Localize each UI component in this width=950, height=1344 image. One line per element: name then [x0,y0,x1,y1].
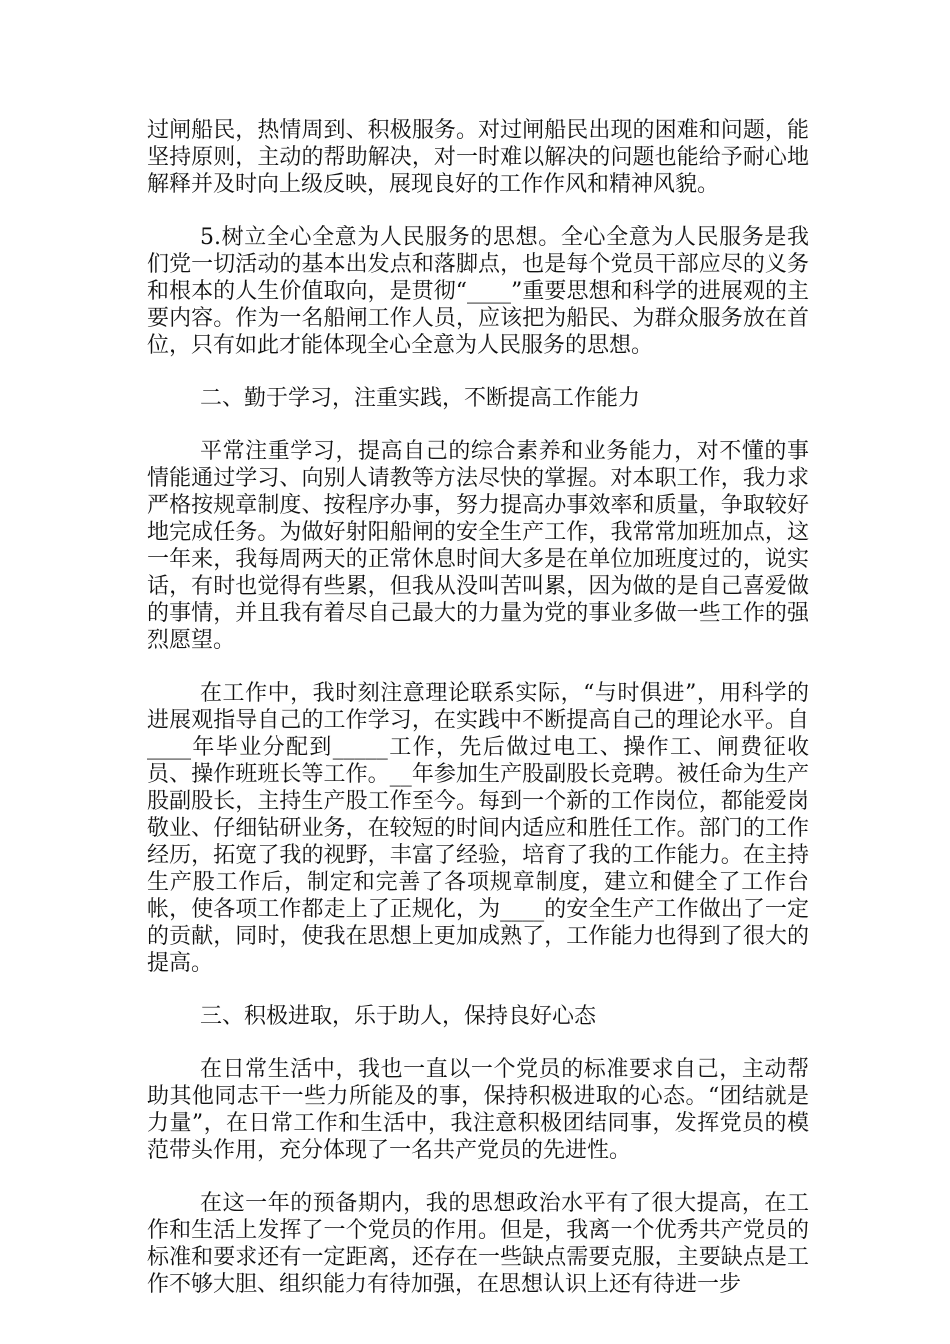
paragraph-serve-people: 5.树立全心全意为人民服务的思想。全心全意为人民服务是我们党一切活动的基本出发点和落脚点，也是每个党员干部应尽的义务和根本的人生价值取向，是贯彻“____”重要思想和科学的进展观的主要内容。作为一名船闸工作人员，应该把为船民、为群众服务放在首位，只有如此才能体现全心全意为人民服务的思想。 [147,225,809,358]
paragraph-study: 平常注重学习，提高自己的综合素养和业务能力，对不懂的事情能通过学习、向别人请教等方法尽快的掌握。对本职工作，我力求严格按规章制度、按程序办事，努力提高办事效率和质量，争取较好地完成任务。为做好射阳船闸的安全生产工作，我常常加班加点，这一年来，我每周两天的正常休息时间大多是在单位加班度过的，说实话，有时也觉得有些累，但我从没叫苦叫累，因为做的是自己喜爱做的事情，并且我有着尽自己最大的力量为党的事业多做一些工作的强烈愿望。 [147,439,809,653]
paragraph-daily-life: 在日常生活中，我也一直以一个党员的标准要求自己，主动帮助其他同志干一些力所能及的事，保持积极进取的心态。“团结就是力量”，在日常工作和生活中，我注意积极团结同事，发挥党员的模范带头作用，充分体现了一名共产党员的先进性。 [147,1057,809,1163]
paragraph-continuation: 过闸船民，热情周到、积极服务。对过闸船民出现的困难和问题，能坚持原则，主动的帮助解决，对一时难以解决的问题也能给予耐心地解释并及时向上级反映，展现良好的工作作风和精神风貌。 [147,118,809,197]
section-heading-2: 二、勤于学习，注重实践，不断提高工作能力 [200,386,641,411]
document-body [147,117,809,1324]
paragraph-practice: 在工作中，我时刻注意理论联系实际，“与时俱进”，用科学的进展观指导自己的工作学习，在实践中不断提高自己的理论水平。自____年毕业分配到_____工作，先后做过电工、操作工、闸费征收员、操作班班长等工作。__年参加生产股副股长竞聘。被任命为生产股副股长，主持生产股工作至今。每到一个新的工作岗位，都能爱岗敬业、仔细钻研业务，在较短的时间内适应和胜任工作。部门的工作经历，拓宽了我的视野，丰富了经验，培育了我的工作能力。在主持生产股工作后，制定和完善了各项规章制度，建立和健全了工作台帐，使各项工作都走上了正规化，为____的安全生产工作做出了一定的贡献，同时，使我在思想上更加成熟了，工作能力也得到了很大的提高。 [147,681,809,976]
section-heading-3: 三、积极进取，乐于助人，保持良好心态 [200,1004,597,1029]
paragraph-probation: 在这一年的预备期内，我的思想政治水平有了很大提高，在工作和生活上发挥了一个党员的作用。但是，我离一个优秀共产党员的标准和要求还有一定距离，还存在一些缺点需要克服，主要缺点是工作不够大胆、组织能力有待加强，在思想认识上还有待进一步 [147,1191,809,1297]
